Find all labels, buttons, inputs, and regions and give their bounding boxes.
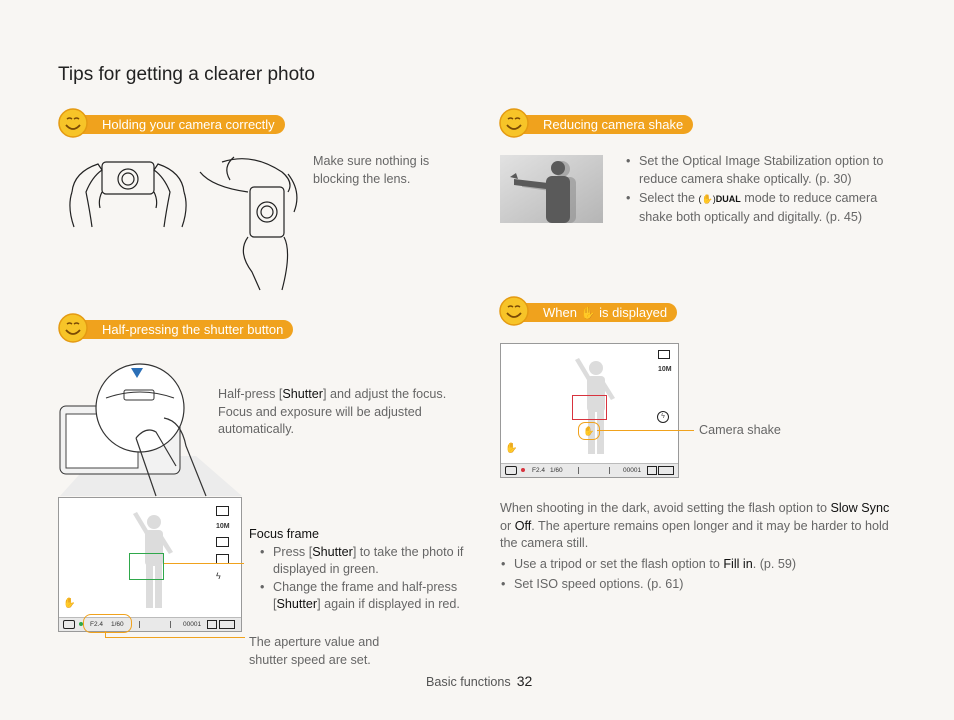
half-press-intro <box>218 386 458 439</box>
aperture-note: The aperture value and shutter speed are set. <box>249 635 380 667</box>
battery-icon <box>219 620 235 629</box>
paragraph-text: . The aperture remains open longer and it may be harder to hold the camera still. <box>500 518 889 550</box>
section-heading-holding <box>66 115 285 134</box>
lcd-status-bar <box>501 463 678 477</box>
heading-text-a: When <box>543 305 577 320</box>
paragraph-text: When shooting in the dark, avoid setting the flash option to <box>500 501 831 515</box>
reduce-shake-text <box>626 153 911 226</box>
section-heading-reduce-shake <box>507 115 693 134</box>
page-number: 32 <box>516 673 533 689</box>
flash-auto-icon: ϟ <box>216 571 221 581</box>
aperture-value: F2.4 <box>532 467 546 474</box>
page-footer <box>426 673 532 689</box>
flash-off-icon: ϟ <box>657 411 669 423</box>
list-item <box>514 576 900 594</box>
lcd-preview-shake <box>500 343 679 478</box>
camera-shake-label: Camera shake <box>699 423 781 437</box>
bullet-text: Press [ <box>273 544 313 559</box>
smiley-icon <box>58 108 88 138</box>
resolution-icon: 10M <box>216 523 230 530</box>
smiley-icon <box>499 296 529 326</box>
hand-shake-icon: ✋ <box>63 598 76 609</box>
list-item <box>639 190 911 226</box>
hand-shake-icon: ✋ <box>580 306 596 320</box>
quality-icon <box>216 537 229 547</box>
section-heading-when-displayed <box>507 303 677 322</box>
holding-note: Make sure nothing is blocking the lens. <box>313 154 430 186</box>
focus-callout-line <box>164 563 244 564</box>
blurred-person-photo <box>500 155 603 223</box>
shake-callout-line <box>597 430 694 431</box>
shutter-speed-value: 1/60 <box>111 621 124 628</box>
bullet-text: Set ISO speed options. (p. 61) <box>514 577 684 591</box>
paragraph-text: or <box>500 518 515 533</box>
section-heading-label: Reducing camera shake <box>543 117 684 132</box>
exposure-scale <box>578 467 610 474</box>
battery-icon <box>658 466 674 475</box>
focus-frame-green <box>129 553 164 580</box>
section-heading-label: Half-pressing the shutter button <box>102 322 284 337</box>
aperture-callout-box <box>83 614 132 633</box>
off-label: Off <box>514 518 532 533</box>
bullet-text: Select the <box>639 191 696 205</box>
focus-frame-bullets <box>249 544 464 614</box>
reduce-shake-bullets <box>626 153 911 226</box>
bullet-text: ] again if displayed in red. <box>317 597 460 611</box>
dark-shooting-paragraph <box>500 500 900 553</box>
bullet-text: ] to take the photo if displayed in green. <box>273 544 464 576</box>
focus-indicator-dot <box>521 468 525 472</box>
list-item <box>514 556 900 574</box>
section-heading-label: Holding your camera correctly <box>102 117 275 132</box>
lcd-preview-focus <box>58 497 242 632</box>
bullet-text: mode to reduce camera shake both optically and digitally. (p. 45) <box>639 191 878 224</box>
bullet-text: Change the frame and half-press [ <box>273 579 458 611</box>
section-heading-half-press <box>66 320 293 339</box>
bullet-text: . (p. 59) <box>752 556 797 571</box>
shot-counter: 00001 <box>623 467 642 474</box>
fill-in-label: Fill in <box>723 556 753 571</box>
mode-icon <box>658 350 670 359</box>
intro-text-a: Half-press [ <box>218 387 283 401</box>
shot-counter: 00001 <box>183 621 202 628</box>
focus-frame-red <box>572 395 607 420</box>
camera-icon <box>505 466 517 475</box>
dual-is-icon: (✋)DUAL <box>698 194 741 204</box>
shutter-key-label: Shutter <box>312 544 353 559</box>
dual-mode-label: DUAL <box>715 194 741 204</box>
hand-shake-icon: ✋ <box>583 426 595 436</box>
callout-line <box>105 637 245 638</box>
focus-frame-title: Focus frame <box>249 527 319 541</box>
resolution-icon: 10M <box>658 366 672 373</box>
exposure-scale <box>139 621 171 628</box>
when-displayed-bullets <box>500 556 900 594</box>
when-displayed-text <box>500 500 900 594</box>
page-title: Tips for getting a clearer photo <box>58 64 315 85</box>
shake-warning-callout <box>578 422 600 440</box>
bullet-text: Use a tripod or set the flash option to <box>514 556 724 571</box>
slow-sync-label: Slow Sync <box>830 501 890 515</box>
shutter-speed-value: 1/60 <box>550 467 563 474</box>
footer-section-label: Basic functions <box>426 675 511 689</box>
shutter-key-label: Shutter <box>282 387 323 401</box>
focus-frame-text <box>249 526 464 614</box>
aperture-value: F2.4 <box>90 621 104 628</box>
shutter-key-label: Shutter <box>276 597 318 611</box>
camera-icon <box>63 620 75 629</box>
bullet-text: Set the Optical Image Stabilization option to reduce camera shake optically. (p. 30) <box>639 154 884 186</box>
memory-icon <box>207 620 217 629</box>
lcd-right-icons <box>216 506 230 581</box>
intro-text-b: ] and adjust the focus. Focus and exposure will be adjusted automatically. <box>218 387 447 436</box>
smiley-icon <box>499 108 529 138</box>
hand-shake-icon: ✋ <box>505 443 518 454</box>
list-item <box>273 579 464 614</box>
heading-text-b: is displayed <box>599 305 668 320</box>
lcd-right-icons <box>658 350 672 373</box>
mode-icon <box>216 506 229 516</box>
smiley-icon <box>58 313 88 343</box>
holding-camera-illustration <box>62 152 312 292</box>
list-item <box>273 544 464 579</box>
memory-icon <box>647 466 657 475</box>
list-item <box>639 153 911 188</box>
